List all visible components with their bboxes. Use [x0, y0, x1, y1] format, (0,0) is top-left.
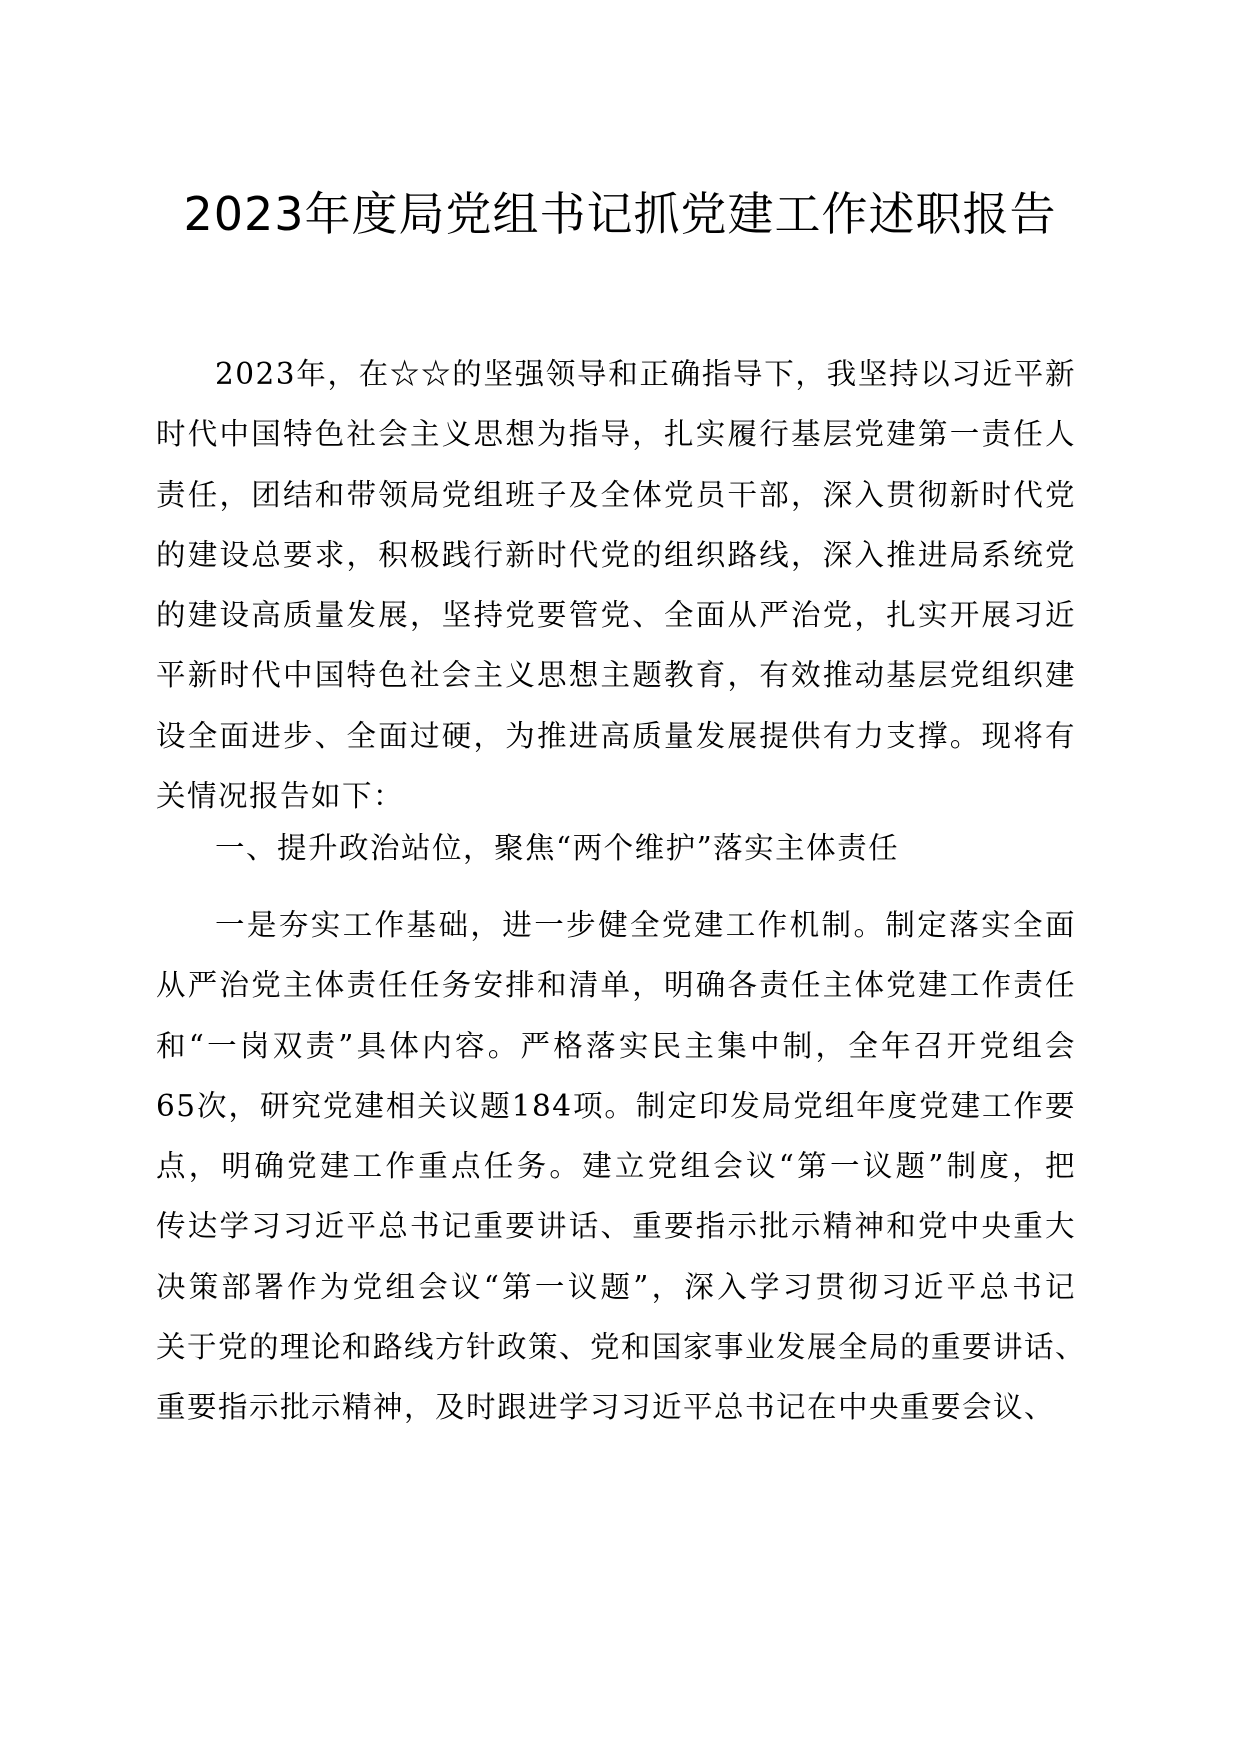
section-heading-text: 一、提升政治站位，聚焦“两个维护”落实主体责任	[215, 831, 900, 865]
paragraph-line: 2023年，在☆☆的坚强领导和正确指导下，我坚持以习近平新	[215, 357, 1076, 391]
paragraph-line: 关情况报告如下：	[156, 779, 405, 814]
section-paragraph	[156, 895, 1087, 1438]
intro-paragraph	[156, 344, 1076, 826]
section-heading	[156, 818, 1076, 878]
paragraph-line: 点，明确党建工作重点任务。建立党组会议“第一议题”制度，把	[156, 1149, 1076, 1184]
paragraph-line: 关于党的理论和路线方针政策、党和国家事业发展全局的重要讲话、	[156, 1330, 1087, 1365]
paragraph-line: 的建设高质量发展，坚持党要管党、全面从严治党，扎实开展习近	[156, 598, 1076, 633]
paragraph-line: 平新时代中国特色社会主义思想主题教育，有效推动基层党组织建	[156, 658, 1076, 693]
paragraph-line: 时代中国特色社会主义思想为指导，扎实履行基层党建第一责任人	[156, 417, 1076, 452]
paragraph-line: 一是夯实工作基础，进一步健全党建工作机制。制定落实全面	[215, 908, 1076, 942]
paragraph-line: 的建设总要求，积极践行新时代党的组织路线，深入推进局系统党	[156, 537, 1076, 572]
document-title: 2023年度局党组书记抓党建工作述职报告	[183, 187, 1057, 241]
paragraph-line: 责任，团结和带领局党组班子及全体党员干部，深入贯彻新时代党	[156, 477, 1076, 512]
paragraph-line: 决策部署作为党组会议“第一议题”，深入学习贯彻习近平总书记	[156, 1269, 1076, 1304]
paragraph-line: 和“一岗双责”具体内容。严格落实民主集中制，全年召开党组会	[156, 1028, 1076, 1063]
paragraph-line: 设全面进步、全面过硬，为推进高质量发展提供有力支撑。现将有	[156, 718, 1076, 753]
paragraph-line: 重要指示批示精神，及时跟进学习习近平总书记在中央重要会议、	[156, 1390, 1056, 1425]
paragraph-line: 从严治党主体责任任务安排和清单，明确各责任主体党建工作责任	[156, 968, 1076, 1003]
paragraph-line: 65次，研究党建相关议题184项。制定印发局党组年度党建工作要	[156, 1088, 1076, 1123]
paragraph-line: 传达学习习近平总书记重要讲话、重要指示批示精神和党中央重大	[156, 1209, 1076, 1244]
